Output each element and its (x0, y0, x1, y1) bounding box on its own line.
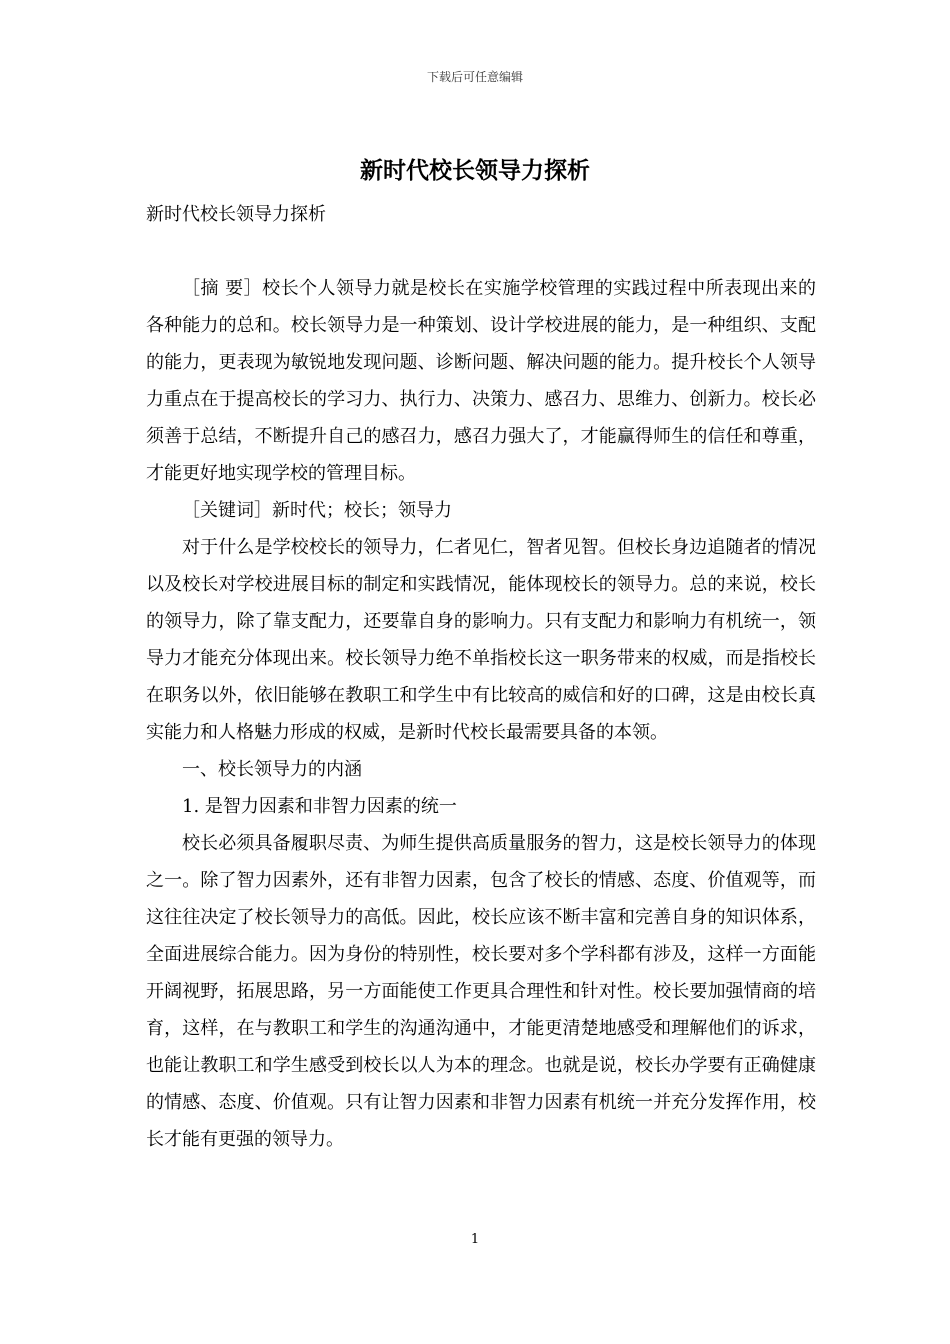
document-title: 新时代校长领导力探析 (360, 157, 590, 184)
keywords-paragraph: ［关键词］新时代；校长；领导力 (182, 500, 452, 521)
intro-paragraph: 对于什么是学校校长的领导力，仁者见仁，智者见智。但校长身边追随者的情况以及校长对学校进展目标的制定和实践情况，能体现校长的领导力。总的来说，校长的领导力，除了靠支配力，还要靠自身的影响力。只有支配力和影响力有机统一，领导力才能充分体现出来。校长领导力绝不单指校长这一职务带来的权威，而是指校长在职务以外，依旧能够在教职工和学生中有比较高的威信和好的口碑，这是由校长真实能力和人格魅力形成的权威，是新时代校长最需要具备的本领。 (146, 537, 816, 743)
section-heading: 一、校长领导力的内涵 (182, 759, 362, 780)
document-subtitle: 新时代校长领导力探析 (146, 204, 326, 225)
body-paragraph: 校长必须具备履职尽责、为师生提供高质量服务的智力，这是校长领导力的体现之一。除了智力因素外，还有非智力因素，包含了校长的情感、态度、价值观等，而这往往决定了校长领导力的高低。因此，校长应该不断丰富和完善自身的知识体系，全面进展综合能力。因为身份的特别性，校长要对多个学科都有涉及，这样一方面能开阔视野，拓展思路，另一方面能使工作更具合理性和针对性。校长要加强情商的培育，这样，在与教职工和学生的沟通沟通中，才能更清楚地感受和理解他们的诉求，也能让教职工和学生感受到校长以人为本的理念。也就是说，校长办学要有正确健康的情感、态度、价值观。只有让智力因素和非智力因素有机统一并充分发挥作用，校长才能有更强的领导力。 (146, 833, 816, 1150)
abstract-paragraph: ［摘 要］校长个人领导力就是校长在实施学校管理的实践过程中所表现出来的各种能力的总和。校长领导力是一种策划、设计学校进展的能力，是一种组织、支配的能力，更表现为敏锐地发现问题、诊断问题、解决问题的能力。提升校长个人领导力重点在于提高校长的学习力、执行力、决策力、感召力、思维力、创新力。校长必须善于总结，不断提升自己的感召力，感召力强大了，才能赢得师生的信任和尊重，才能更好地实现学校的管理目标。 (146, 278, 816, 484)
subsection-heading: 1. 是智力因素和非智力因素的统一 (182, 796, 457, 817)
body-text (146, 270, 816, 1158)
header-note: 下载后可任意编辑 (426, 70, 523, 84)
page-number: 1 (470, 1232, 480, 1247)
